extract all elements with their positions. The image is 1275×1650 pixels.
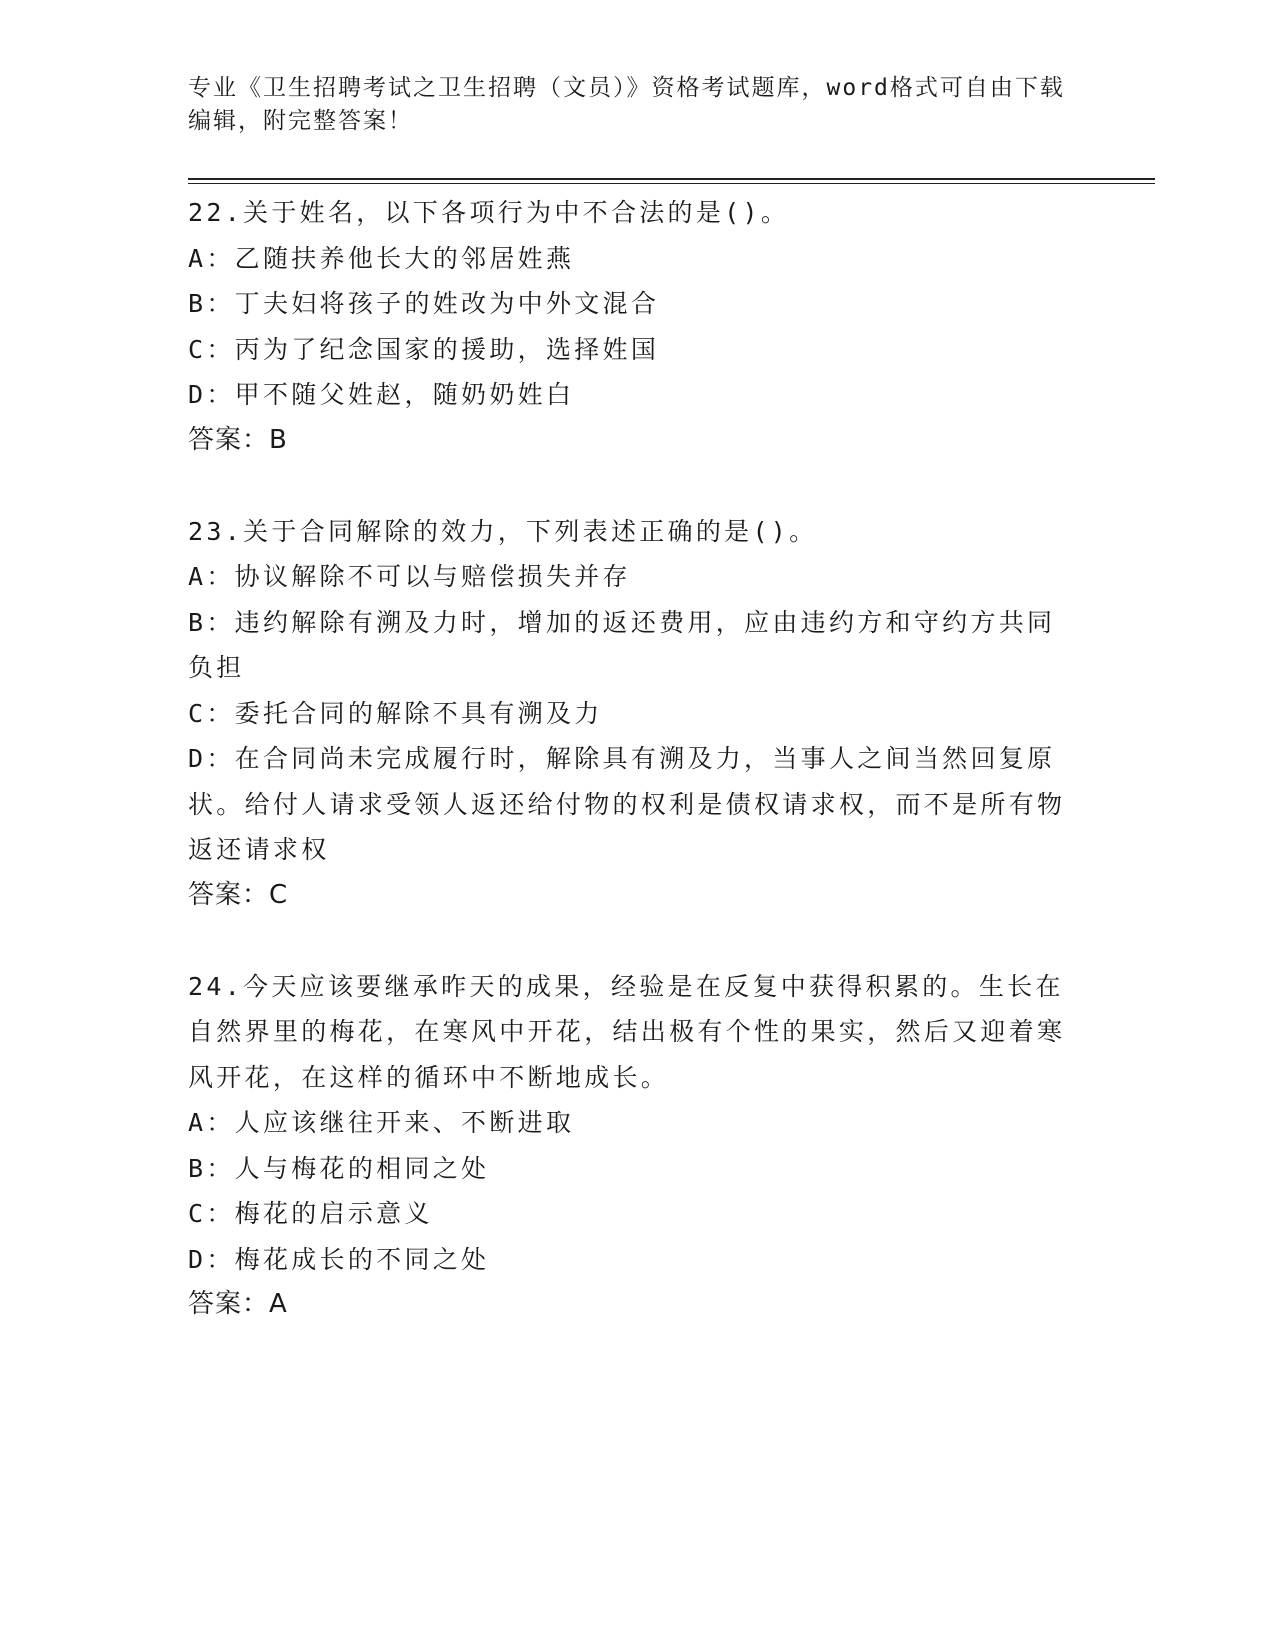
option-c: C：委托合同的解除不具有溯及力: [188, 698, 603, 728]
option-b: B：丁夫妇将孩子的姓改为中外文混合: [188, 289, 660, 318]
option-d: D：在合同尚未完成履行时，解除具有溯及力，当事人之间当然回复原状。给付人请求受领人返还给付物的权利是债权请求权，而不是所有物返还请求权: [188, 744, 1066, 864]
answer-label: 答案：C: [188, 879, 289, 910]
option-c: C：梅花的启示意义: [188, 1199, 433, 1228]
question-list: [188, 190, 1068, 1328]
option-d: D：梅花成长的不同之处: [188, 1244, 490, 1274]
question-23: [188, 509, 1068, 919]
question-stem: 22.关于姓名，以下各项行为中不合法的是()。: [188, 198, 790, 227]
option-a: A：人应该继往开来、不断进取: [188, 1108, 575, 1137]
option-a: A：乙随扶养他长大的邻居姓燕: [188, 243, 575, 273]
question-22: [188, 190, 1068, 463]
header-rule-thin: [188, 183, 1155, 184]
header-rule: [188, 178, 1155, 180]
answer-label: 答案：B: [188, 424, 288, 455]
option-b: B：人与梅花的相同之处: [188, 1153, 490, 1183]
option-a: A：协议解除不可以与赔偿损失并存: [188, 562, 631, 591]
question-24: [188, 964, 1068, 1328]
question-stem: 24.今天应该要继承昨天的成果，经验是在反复中获得积累的。生长在自然界里的梅花，在寒风中开花，结出极有个性的果实，然后又迎着寒风开花，在这样的循环中不断地成长。: [188, 971, 1066, 1092]
question-spacer: [188, 463, 1068, 509]
question-stem: 23.关于合同解除的效力，下列表述正确的是()。: [188, 516, 818, 546]
document-header: 专业《卫生招聘考试之卫生招聘（文员）》资格考试题库，word格式可自由下载编辑，附完整答案！: [188, 75, 1065, 134]
question-spacer: [188, 918, 1068, 964]
option-b: B：违约解除有溯及力时，增加的返还费用，应由违约方和守约方共同负担: [188, 607, 1056, 682]
answer-label: 答案：A: [188, 1289, 288, 1319]
option-c: C：丙为了纪念国家的援助，选择姓国: [188, 334, 660, 364]
option-d: D：甲不随父姓赵，随奶奶姓白: [188, 380, 575, 409]
